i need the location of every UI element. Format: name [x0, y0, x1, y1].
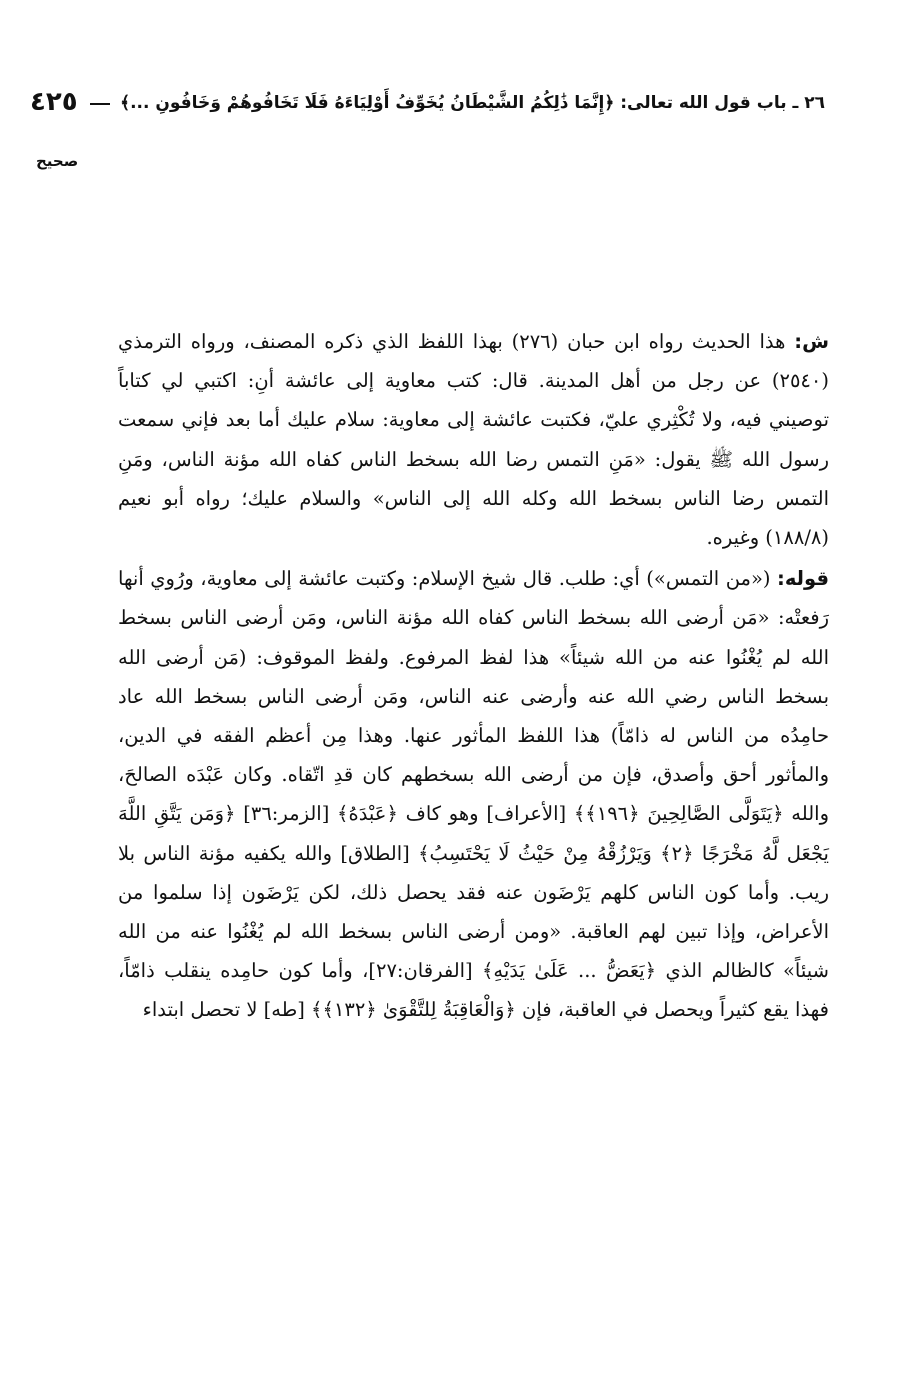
chapter-title: ٢٦ ـ باب قول الله تعالى: ﴿إِنَّمَا ذَٰلِكُمُ الشَّيْطَانُ يُخَوِّفُ أَوْلِيَاءَهُ فَلَا تَخَافُوهُمْ وَخَافُونِ ...﴾	[120, 92, 825, 113]
hadith-grade: صحيح	[36, 152, 79, 170]
paragraph-label: ش:	[794, 330, 829, 353]
paragraph-label: قوله:	[777, 567, 829, 591]
paragraph-sharh	[118, 322, 829, 557]
running-header	[30, 82, 825, 122]
page-number: ٤٢٥	[30, 87, 78, 117]
header-rule	[90, 103, 111, 105]
paragraph-text: هذا الحديث رواه ابن حبان (٢٧٦) بهذا اللفظ الذي ذكره المصنف، ورواه الترمذي (٢٥٤٠) عن رجل من أهل المدينة. قال: كتب معاوية إلى عائشة أنِ: اكتبي لي كتاباً توصيني فيه، ولا تُكْثِري عليّ، فكتبت عائشة إلى معاوية: سلام عليك أما بعد فإني سمعت رسول الله ﷺ يقول: «مَنِ التمس رضا الله بسخط الناس كفاه الله مؤنة الناس، ومَنِ التمس رضا الناس بسخط الله وكله الله إلى الناس» والسلام عليك؛ رواه أبو نعيم (١٨٨/٨) وغيره.	[118, 330, 829, 550]
paragraph-text: («من التمس») أي: طلب. قال شيخ الإسلام: وكتبت عائشة إلى معاوية، ورُوي أنها رَفعتْه: «مَن أرضى الله بسخط الناس كفاه الله مؤنة الناس، ومَن أرضى الناس بسخط الله لم يُغْنُوا عنه من الله شيئاً» هذا لفظ المرفوع. ولفظ الموقوف: (مَن أرضى الله بسخط الناس رضي الله عنه وأرضى عنه الناس، ومَن أرضى الناس بسخط الله عاد حامِدُه من الناس له ذامّاً) هذا اللفظ المأثور عنها. وهذا مِن أعظم الفقه في الدين، والمأثور أحق وأصدق، فإن من أرضى الله بسخطهم كان قدِ اتّقاه. وكان عَبْدَه الصالحَ، والله ﴿يَتَوَلَّى الصَّالِحِينَ ﴿١٩٦﴾﴾ [الأعراف] وهو كاف ﴿عَبْدَهُ﴾ [الزمر:٣٦] ﴿وَمَن يَتَّقِ اللَّهَ يَجْعَل لَّهُ مَخْرَجًا ﴿٢﴾ وَيَرْزُقْهُ مِنْ حَيْثُ لَا يَحْتَسِبُ﴾ [الطلاق] والله يكفيه مؤنة الناس بلا ريب. وأما كون الناس كلهم يَرْضَون عنه فقد يحصل ذلك، لكن يَرْضَون إذا سلموا من الأعراض، وإذا تبين لهم العاقبة. «ومن أرضى الناس بسخط الله لم يُغْنُوا عنه من الله شيئاً» كالظالم الذي ﴿يَعَضُّ ... عَلَىٰ يَدَيْهِ﴾ [الفرقان:٢٧]، وأما كون حامِده ينقلب ذامّاً، فهذا يقع كثيراً ويحصل في العاقبة، فإن ﴿وَالْعَاقِبَةُ لِلتَّقْوَىٰ ﴿١٣٢﴾﴾ [طه] لا تحصل ابتداء	[118, 567, 829, 1022]
commentary-body	[118, 322, 829, 1030]
paragraph-qawluhu	[118, 559, 829, 1029]
